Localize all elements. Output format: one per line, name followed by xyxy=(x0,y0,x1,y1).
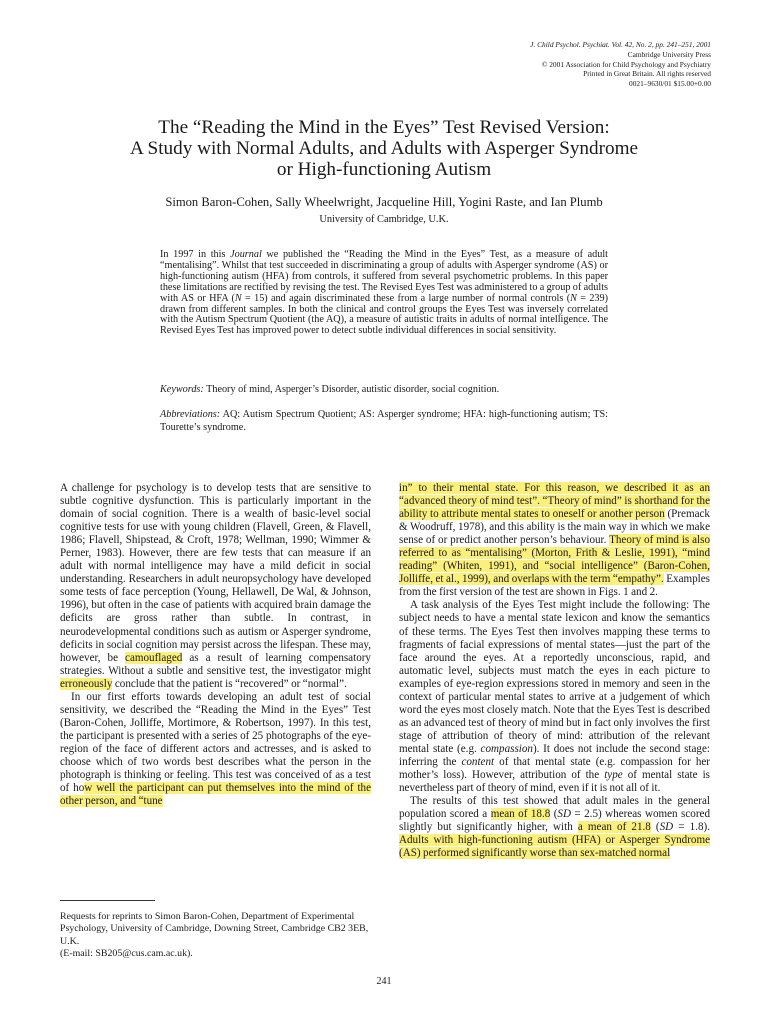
abstract xyxy=(160,250,608,337)
page-number: 241 xyxy=(376,976,392,987)
footnote-rule xyxy=(60,900,155,901)
highlight: Theory of mind is also referred to as “mentalising” (Morton, Frith & Leslie, 1991), “mind reading” (Whiten, 1991), and “social intelligence” (Baron-Cohen, Jolliffe, et al., 1999), and overlaps with the term “empathy”. xyxy=(399,534,710,586)
body-text: A task analysis of the Eyes Test might include the following: The subject needs to have a mental state lexicon and know the semantics of these terms. The Eyes Test then involves mapping these terms to fragments of facial expressions of mental states—just the part of the face around the eyes. At a reportedly unconscious, rapid, and automatic level, subjects must match the eyes in each picture to examples of eye-region expressions stored in memory and seen in the context of particular mental states to arrive at a judgement of which word the eyes most closely match. Note that the Eyes Test is described as an advanced test of theory of mind but in fact only involves the first stage of attribution of theory of mind: attribution of the relevant mental state (e.g. xyxy=(399,599,710,755)
abstract-text: = 239) drawn from different samples. In both the clinical and control groups the Eyes Test was inversely correlated with the Autism Spectrum Quotient (the AQ), a measure of autistic traits in adults of normal intelligence. The Revised Eyes Test has improved power to detect subtle individual differences in social sensitivity. xyxy=(160,292,608,337)
body-text: The results of this test showed that adult males in the general population scored a xyxy=(399,795,710,821)
keywords-text: Theory of mind, Asperger’s Disorder, autistic disorder, social cognition. xyxy=(203,384,500,395)
footnote-text: Requests for reprints to Simon Baron-Cohen, Department of Experimental Psychology, University of Cambridge, Downing Street, Cambridge CB2 3EB, U.K. xyxy=(60,911,369,947)
abbreviations-label: Abbreviations: xyxy=(160,409,221,420)
highlight: Adults with high-functioning autism (HFA) or Asperger Syndrome (AS) performed significantly worse than sex-matched normal xyxy=(399,834,710,860)
abbreviations-text: AQ: Autism Spectrum Quotient; AS: Asperger syndrome; HFA: high-functioning autism; TS: Tourette’s syndrome. xyxy=(160,409,608,433)
body-text: ). It does not include the second stage: inferring the xyxy=(399,742,710,768)
paragraph xyxy=(399,795,710,860)
abstract-text: In 1997 in this xyxy=(160,249,231,260)
body-text: as a result of learning compensatory strategies. Without a subtle and sensitive test, the investigator might xyxy=(60,651,371,677)
abstract-text: we published the “Reading the Mind in the Eyes” Test, as a measure of adult “mentalising”. Whilst that test succeeded in discriminating a group of adults with Asperger syndrome (AS) or high-functioning autism (HFA) from controls, it suffered from several psychometric problems. In this paper these limitations are rectified by revising the test. The Revised Eyes Test was administered to a group of adults with AS or HFA ( xyxy=(160,249,608,304)
abstract-journal: Journal xyxy=(230,249,262,260)
abstract-text: = 15) and again discriminated these from a large number of normal controls ( xyxy=(241,292,571,304)
journal-citation: J. Child Psychol. Psychiat. Vol. 42, No. 2, pp. 241–251, 2001 xyxy=(530,40,711,49)
body-text: conclude that the patient is “recovered” or “normal”. xyxy=(112,677,347,690)
body-italic: compassion xyxy=(480,742,533,755)
journal-header xyxy=(411,40,711,89)
body-text: ( xyxy=(650,821,660,834)
publisher: Cambridge University Press xyxy=(627,49,711,59)
body-text: ( xyxy=(550,808,558,821)
body-text: of that mental state (e.g. compassion for her mother’s loss). However, attribution of the xyxy=(399,755,710,782)
body-italic: content xyxy=(461,755,495,768)
paragraph xyxy=(399,482,710,599)
author-list: Simon Baron-Cohen, Sally Wheelwright, Jacqueline Hill, Yogini Raste, and Ian Plumb xyxy=(165,195,603,209)
body-text: = 2.5) whereas women scored slightly but significantly higher, with xyxy=(399,808,711,834)
printed-in: Printed in Great Britain. All rights reserved xyxy=(583,69,711,79)
abstract-n: N xyxy=(234,292,242,304)
keywords xyxy=(160,383,608,396)
paragraph xyxy=(60,691,371,808)
paper-title xyxy=(40,117,728,180)
body-text: (Premack & Woodruff, 1978), and this ability is the main way in which we make sense of or predict another person’s behaviour. xyxy=(399,508,710,547)
body-text: = 1.8). xyxy=(673,821,710,834)
title-line-3: or High-functioning Autism xyxy=(276,159,492,180)
highlight: w well the participant can put themselves into the mind of the other person, and “tune xyxy=(60,782,371,808)
body-text: A challenge for psychology is to develop tests that are sensitive to subtle cognitive dysfunction. This is particularly important in the domain of social cognition. There is a wealth of basic-level social cognitive tests for use with young children (Flavell, Green, & Flavell, 1986; Flavell, Shipstead, & Croft, 1978; Wellman, 1990; Wimmer & Perner, 1983). However, there are few tests that can measure if an adult with normal intelligence may have a mild deficit in social understanding. Researchers in adult neuropsychology have developed some tests of face perception (Young, Hellawell, De Wal, & Johnson, 1996), but often in the case of patients with acquired brain damage the deficits are gross rather than subtle. In contrast, in neurodevelopmental conditions such as autism or Asperger syndrome, deficits in social cognition may persist across the lifespan. These may, however, be xyxy=(60,482,371,664)
issn-price: 0021–9630/01 $15.00+0.00 xyxy=(629,79,711,89)
footnote-email: (E-mail: SB205@cus.cam.ac.uk). xyxy=(60,948,193,960)
copyright: © 2001 Association for Child Psychology and Psychiatry xyxy=(541,59,711,69)
right-column xyxy=(399,482,710,860)
paragraph xyxy=(60,482,371,691)
affiliation: University of Cambridge, U.K. xyxy=(319,214,449,225)
title-line-1: The “Reading the Mind in the Eyes” Test Revised Version: xyxy=(158,117,610,138)
title-line-2: A Study with Normal Adults, and Adults with Asperger Syndrome xyxy=(129,138,639,159)
highlight: a mean of 21.8 xyxy=(577,821,651,834)
highlight: mean of 18.8 xyxy=(490,808,551,821)
highlight: camouflaged xyxy=(125,651,183,664)
highlight: in” to their mental state. For this reason, we described it as an “advanced theory of mind test”. “Theory of mind” is shorthand for the ability to attribute mental states to oneself or another person xyxy=(399,482,710,521)
highlight: erroneously xyxy=(60,677,113,690)
body-italic: SD xyxy=(659,821,674,834)
body-text: Examples from the first version of the test are shown in Figs. 1 and 2. xyxy=(399,573,710,599)
abbreviations xyxy=(160,408,608,434)
body-italic: SD xyxy=(557,808,571,821)
body-italic: type xyxy=(604,769,623,782)
body-text: In our first efforts towards developing an adult test of social sensitivity, we described the “Reading the Mind in the Eyes” Test (Baron-Cohen, Jolliffe, Mortimore, & Robertson, 1997). In this test, the participant is presented with a series of 25 photographs of the eye-region of the face of different actors and actresses, and is asked to choose which of two words best describes what the person in the photograph is thinking or feeling. This test was conceived of as a test of ho xyxy=(60,690,371,795)
abstract-n: N xyxy=(570,292,577,304)
paragraph xyxy=(399,599,710,795)
keywords-label: Keywords: xyxy=(160,384,204,395)
body-text: of mental state is nevertheless part of theory of mind, even if it is not all of it. xyxy=(399,769,710,795)
left-column xyxy=(60,482,371,808)
footnote xyxy=(60,911,371,961)
